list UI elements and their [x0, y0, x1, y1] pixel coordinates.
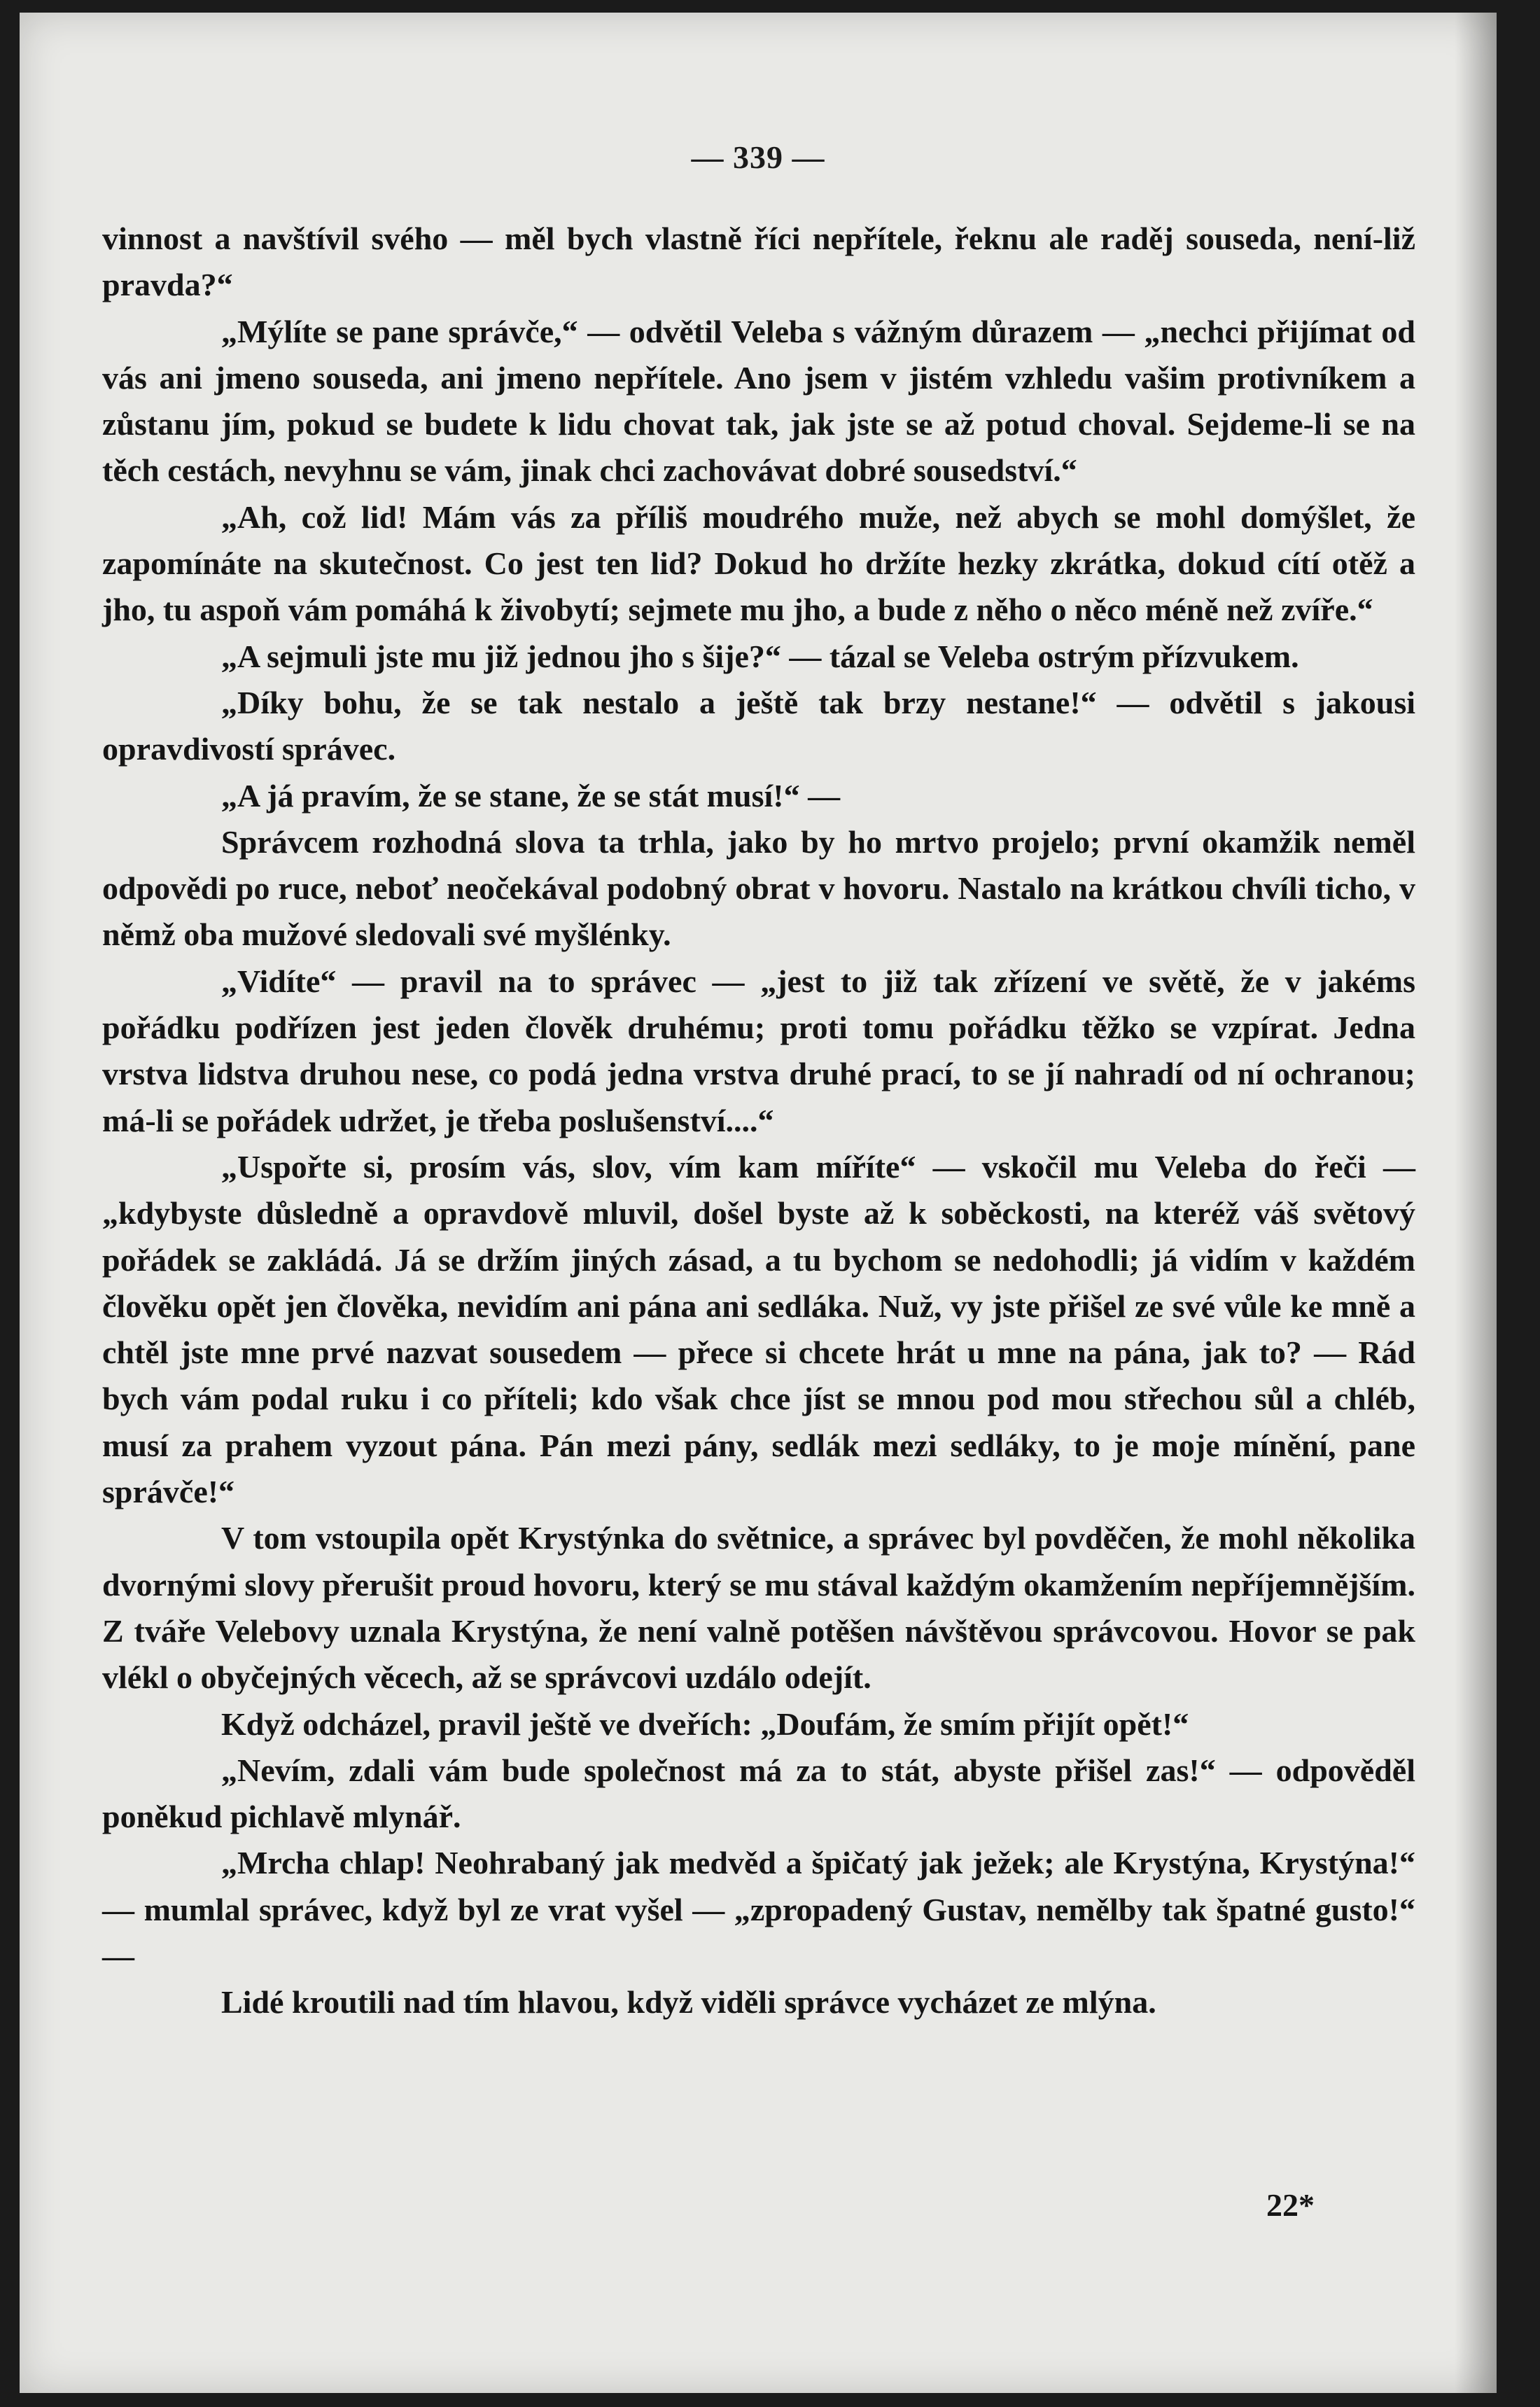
paragraph: „Vidíte“ — pravil na to správec — „jest to již tak zřízení ve světě, že v jakéms pořádku podřízen jest jeden člověk druhému; proti tomu pořádku těžko se vzpírat. Jedna vrstva lidstva druhou nese, co podá jedna vrstva druhé prací, to se jí nahradí od ní ochranou; má-li se pořádek udržet, je třeba poslušenství....“ [102, 963, 1415, 1138]
paragraph: Lidé kroutili nad tím hlavou, když viděli správce vycházet ze mlýna. [221, 1984, 1156, 2021]
paragraph: V tom vstoupila opět Krystýnka do světnice, a správec byl povděčen, že mohl několika dvornými slovy přerušit proud hovoru, který se mu stával každým okamžením nepříjemnějším. Z tváře Velebovy uznala Krystýna, že není valně potěšen návštěvou správcovou. Hovor se pak vlékl o obyčejných věcech, až se správcovi uzdálo odejít. [102, 1520, 1415, 1696]
paragraph: Správcem rozhodná slova ta trhla, jako by ho mrtvo projelo; první okamžik neměl odpovědi po ruce, neboť neočekával podobný obrat v hovoru. Nastalo na krátkou chvíli ticho, v němž oba mužové sledovali své myšlénky. [102, 823, 1415, 953]
page-number: — 339 — [691, 139, 825, 175]
signature-mark: 22* [1266, 2187, 1315, 2223]
paragraph: vinnost a navštívil svého — měl bych vlastně říci nepřítele, řeknu ale raděj souseda, není-liž pravda?“ [102, 221, 1415, 303]
body-text [102, 216, 1415, 2026]
paragraph: „Uspořte si, prosím vás, slov, vím kam míříte“ — vskočil mu Veleba do řeči — „kdybyste důsledně a opravdově mluvil, došel byste až k soběckosti, na kteréž váš světový pořádek se zakládá. Já se držím jiných zásad, a tu bychom se nedohodli; já vidím v každém člověku opět jen člověka, nevidím ani pána ani sedláka. Nuž, vy jste přišel ze své vůle ke mně a chtěl jste mne prvé nazvat sousedem — přece si chcete hrát u mne na pána, jak to? — Rád bych vám podal ruku i co příteli; kdo však chce jíst se mnou pod mou střechou sůl a chléb, musí za prahem vyzout pána. Pán mezi pány, sedlák mezi sedláky, to je moje mínění, pane správče!“ [102, 1148, 1415, 1510]
paragraph: Když odcházel, pravil ještě ve dveřích: „Doufám, že smím přijít opět!“ [221, 1705, 1189, 1742]
paragraph: „A sejmuli jste mu již jednou jho s šije?“ — tázal se Veleba ostrým přízvukem. [221, 638, 1299, 674]
paragraph: „Díky bohu, že se tak nestalo a ještě tak brzy nestane!“ — odvětil s jakousi opravdivostí správec. [102, 684, 1415, 767]
paragraph: „Mýlíte se pane správče,“ — odvětil Veleba s vážným důrazem — „nechci přijímat od vás ani jmeno souseda, ani jmeno nepřítele. Ano jsem v jistém vzhledu vašim protivníkem a zůstanu jím, pokud se budete k lidu chovat tak, jak jste se až potud choval. Sejdeme-li se na těch cestách, nevyhnu se vám, jinak chci zachovávat dobré sousedství.“ [102, 313, 1415, 489]
paragraph: „Mrcha chlap! Neohrabaný jak medvěd a špičatý jak ježek; ale Krystýna, Krystýna!“ — mumlal správec, když byl ze vrat vyšel — „zpropadený Gustav, nemělby tak špatné gusto!“ — [102, 1845, 1415, 1974]
paragraph: „A já pravím, že se stane, že se stát musí!“ — [221, 777, 841, 814]
paragraph: „Nevím, zdali vám bude společnost má za to stát, abyste přišel zas!“ — odpověděl poněkud pichlavě mlynář. [102, 1752, 1415, 1835]
paragraph: „Ah, což lid! Mám vás za příliš moudrého muže, než abych se mohl domýšlet, že zapomínáte na skutečnost. Co jest ten lid? Dokud ho držíte hezky zkrátka, dokud cítí otěž a jho, tu aspoň vám pomáhá k živobytí; sejmete mu jho, a bude z něho o něco méně než zvíře.“ [102, 498, 1415, 628]
book-page [20, 13, 1497, 2393]
